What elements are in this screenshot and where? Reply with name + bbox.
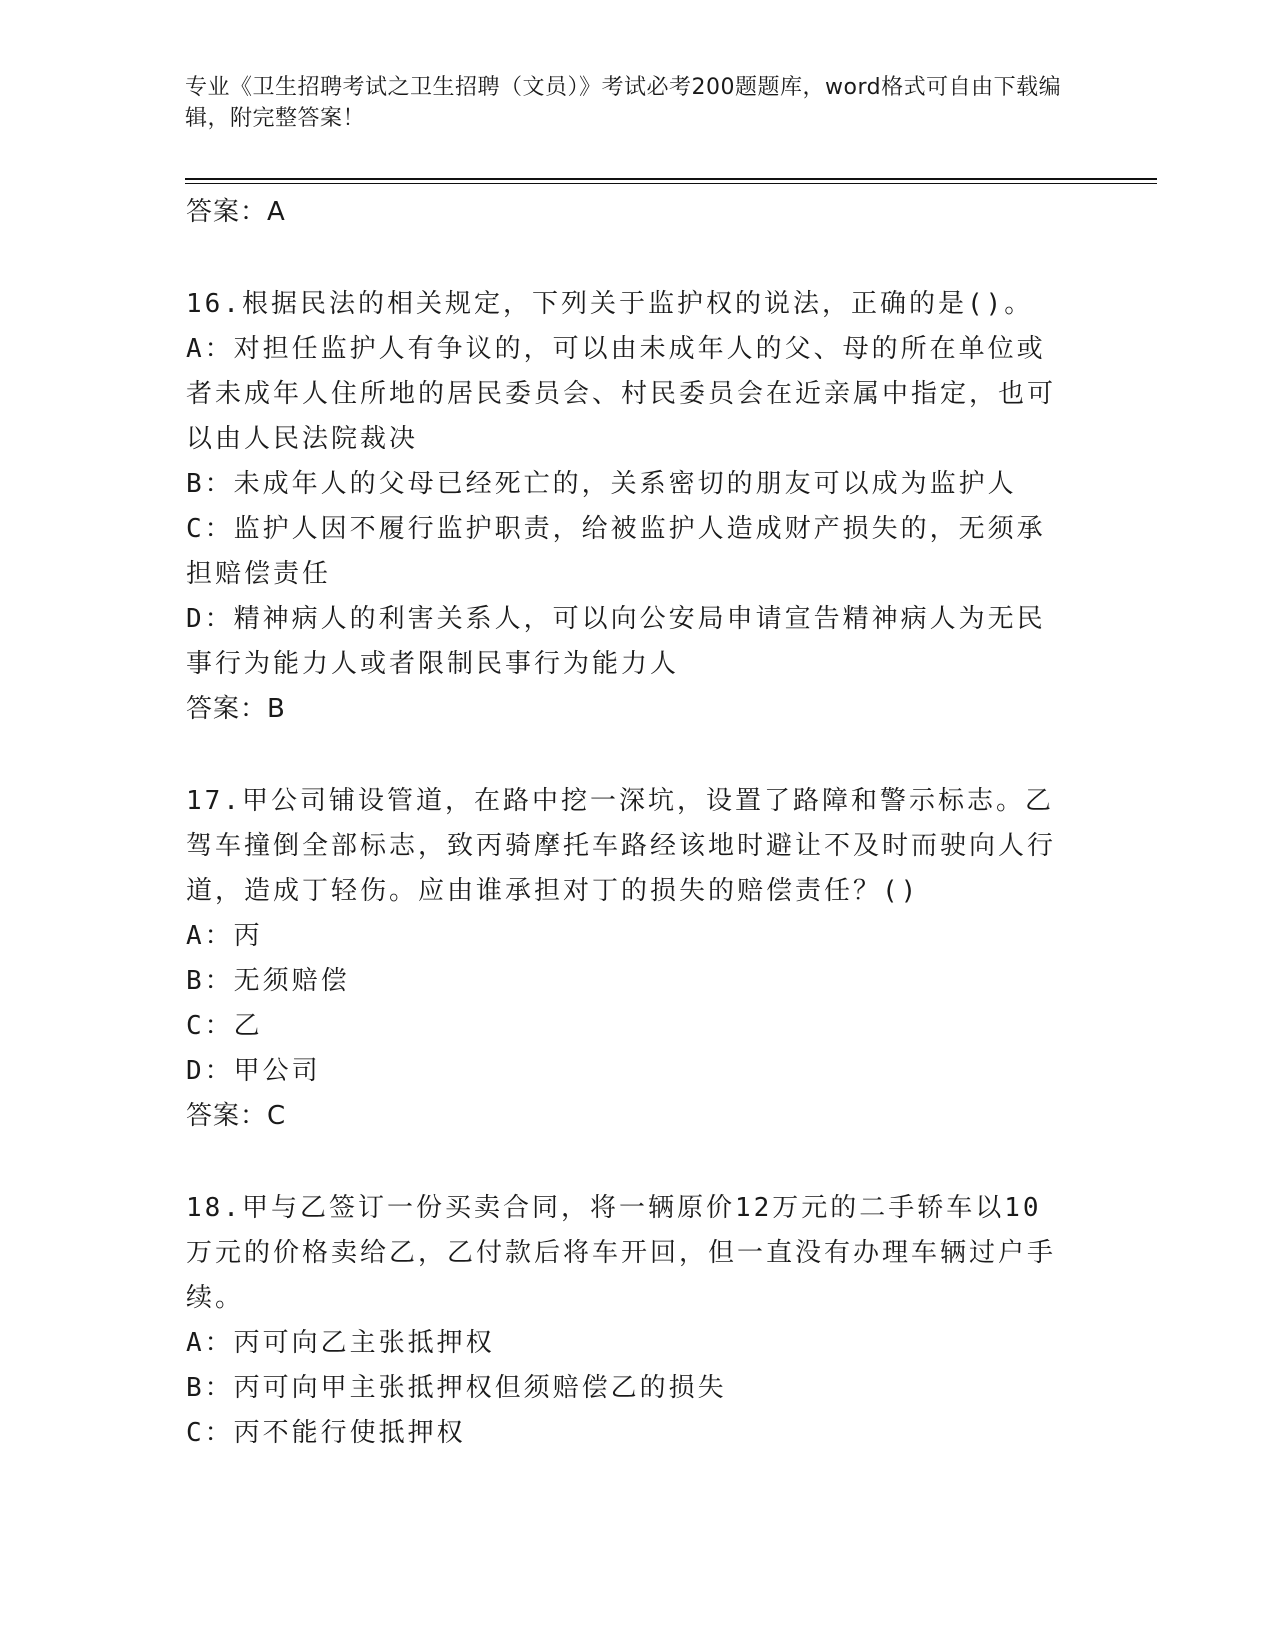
question-16-option-d: D：精神病人的利害关系人，可以向公安局申请宣告精神病人为无民事行为能力人或者限制民事行为能力人: [186, 604, 1046, 679]
page-header: [185, 72, 1065, 134]
question-18: [186, 1186, 1066, 1456]
answer-17: 答案：C: [186, 1101, 287, 1131]
question-16-option-a: A：对担任监护人有争议的，可以由未成年人的父、母的所在单位或者未成年人住所地的居民委员会、村民委员会在近亲属中指定，也可以由人民法院裁决: [186, 334, 1057, 454]
question-16: [186, 282, 1066, 731]
question-17: [186, 779, 1066, 1138]
header-rule-thick: [185, 178, 1157, 180]
question-17-option-c: C：乙: [186, 1011, 263, 1041]
question-17-option-b: B：无须赔偿: [186, 966, 350, 996]
question-17-text: 17.甲公司铺设管道，在路中挖一深坑，设置了路障和警示标志。乙驾车撞倒全部标志，致丙骑摩托车路经该地时避让不及时而驶向人行道，造成丁轻伤。应由谁承担对丁的损失的赔偿责任？(): [186, 786, 1057, 906]
question-16-option-c: C：监护人因不履行监护职责，给被监护人造成财产损失的，无须承担赔偿责任: [186, 514, 1046, 589]
question-17-option-d: D：甲公司: [186, 1056, 321, 1086]
spacer: [186, 1138, 1066, 1186]
header-rule-thin: [185, 183, 1157, 184]
question-16-option-b: B：未成年人的父母已经死亡的，关系密切的朋友可以成为监护人: [186, 469, 1017, 499]
question-18-option-c: C：丙不能行使抵押权: [186, 1418, 466, 1448]
spacer: [186, 731, 1066, 779]
document-body: [186, 190, 1066, 1456]
answer-15: 答案：A: [186, 197, 286, 227]
spacer: [186, 234, 1066, 282]
question-17-option-a: A：丙: [186, 921, 263, 951]
question-16-text: 16.根据民法的相关规定，下列关于监护权的说法，正确的是()。: [186, 289, 1034, 319]
question-18-option-a: A：丙可向乙主张抵押权: [186, 1328, 495, 1358]
question-18-text: 18.甲与乙签订一份买卖合同，将一辆原价12万元的二手轿车以10万元的价格卖给乙，乙付款后将车开回，但一直没有办理车辆过户手续。: [186, 1193, 1057, 1313]
answer-16: 答案：B: [186, 694, 286, 724]
question-18-option-b: B：丙可向甲主张抵押权但须赔偿乙的损失: [186, 1373, 727, 1403]
header-title: 专业《卫生招聘考试之卫生招聘（文员）》考试必考200题题库，word格式可自由下载编辑，附完整答案！: [185, 75, 1062, 131]
